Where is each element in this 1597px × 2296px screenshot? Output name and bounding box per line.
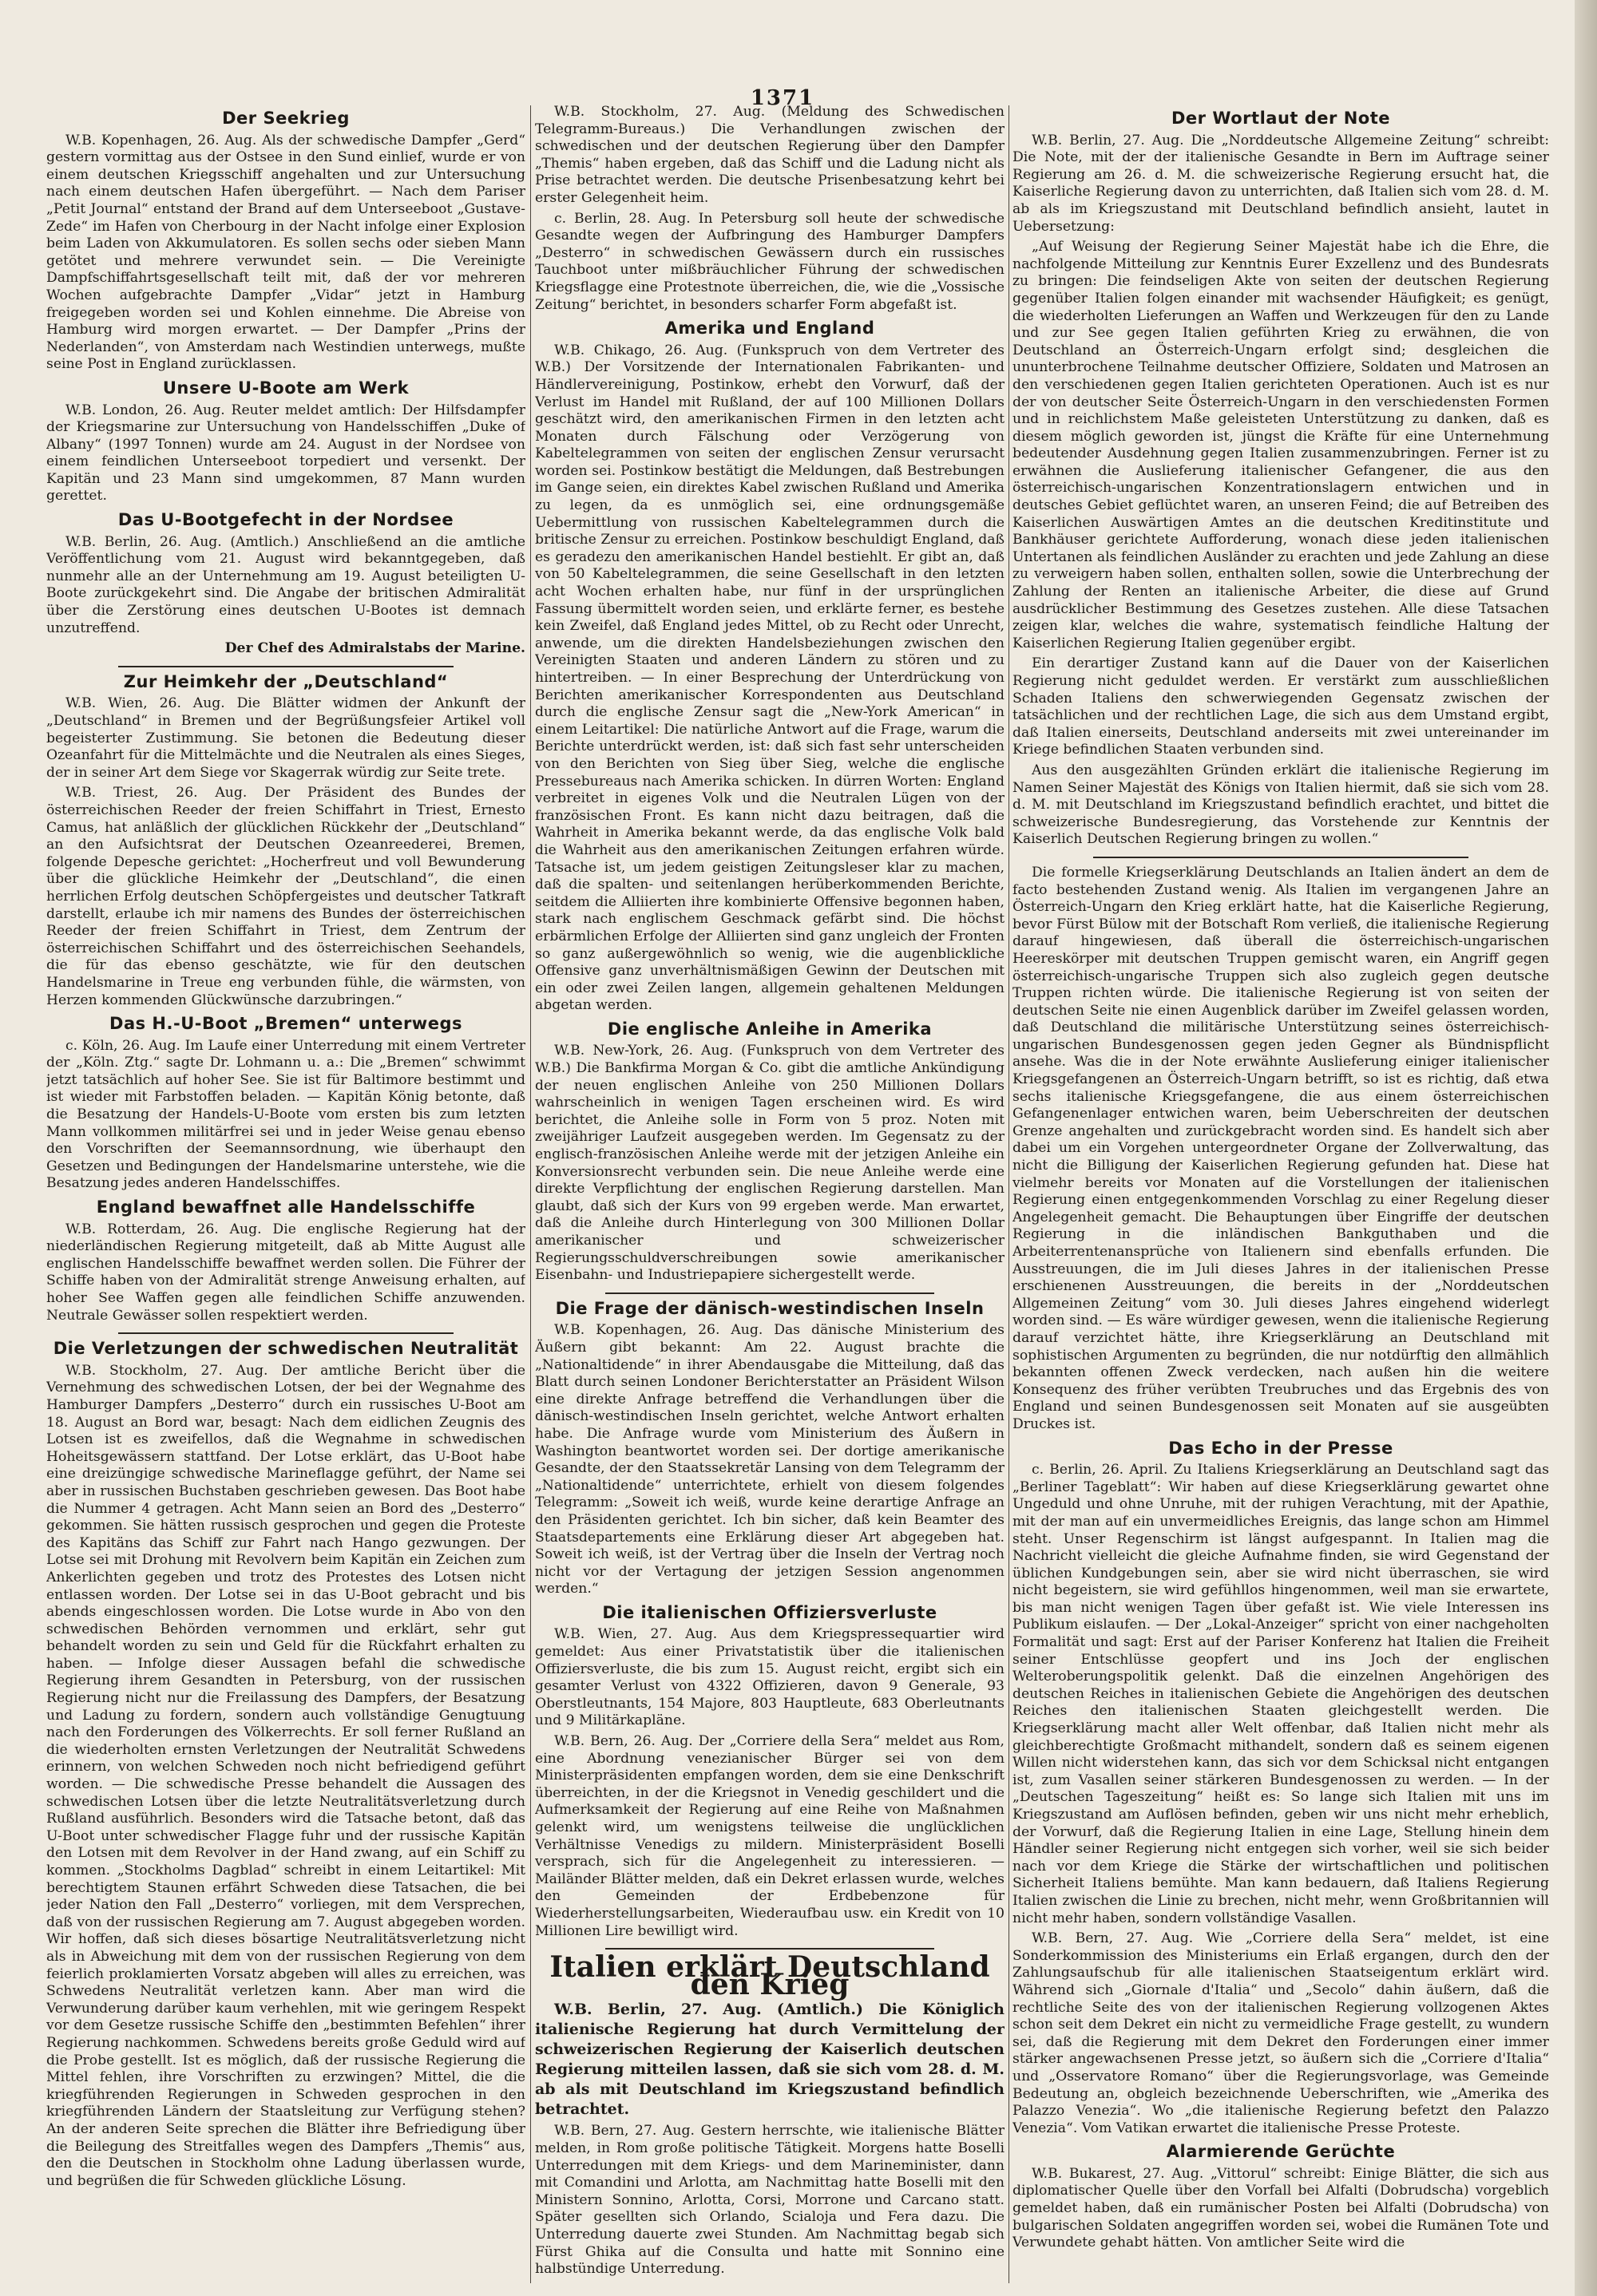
article-headline: Unsere U-Boote am Werk	[162, 378, 410, 398]
article-paragraph: W.B. Berlin, 26. Aug. (Amtlich.) Anschließend an die amtliche Veröffentlichung vom 21. August wird bekanntgegeben, daß nunmehr alle an der Unternehmung am 19. August beteiligten U-Boote zurückgekehrt sind. Die Angabe der britischen Admiralität über die Zerstörung eines deutschen U-Bootes ist demnach unzutreffend.	[46, 533, 525, 636]
section-divider	[605, 1948, 934, 1950]
article-paragraph: Aus den ausgezählten Gründen erklärt die italienische Regierung im Namen Seiner Majestät des Königs von Italien hiermit, daß sie sich vom 28. d. M. mit Deutschland im Kriegszustand befindlich erachtet, und bittet die schweizerische Bundesregierung, das Vorstehende zur Kenntnis der Kaiserlich Deutschen Regierung bringen zu wollen.“	[1012, 762, 1549, 848]
section-divider	[118, 666, 454, 667]
article-headline: Zur Heimkehr der „Deutschland“	[123, 671, 449, 691]
article-paragraph: W.B. Kopenhagen, 26. Aug. Als der schwedische Dampfer „Gerd“ gestern vormittag aus der Ostsee in den Sund einlief, wurde er von einem deutschen Kriegsschiff angehalten und zur Untersuchung nach einem deutschen Hafen übergeführt. — Nach dem Pariser „Petit Journal“ entstand der Brand auf dem Unterseeboot „Gustave-Zede“ im Hafen von Cherbourg in der Nacht infolge einer Explosion beim Laden von Akkumulatoren. Es sollen sechs oder sieben Mann getötet und mehrere verwundet sein. — Die Vereinigte Dampfschiffahrtsgesellschaft teilt mit, daß der vor mehreren Wochen aufgebrachte Dampfer „Vidar“ jetzt in Hamburg freigegeben worden sei und Kohlen einnehme. Die Abreise von Hamburg wird morgen erwartet. — Der Dampfer „Prins der Nederlanden“, von Amsterdam nach Westindien unterwegs, mußte seine Post in England zurücklassen.	[46, 132, 525, 373]
article-paragraph: W.B. Stockholm, 27. Aug. (Meldung des Schwedischen Telegramm-Bureaus.) Die Verhandlungen zwischen der schwedischen und der deutschen Regierung über den Dampfer „Themis“ haben ergeben, daß das Schiff und die Ladung nicht als Prise betrachtet werden. Die deutsche Prisenbesatzung kehrt bei erster Gelegenheit heim.	[535, 104, 1005, 206]
article-headline: England bewaffnet alle Handelsschiffe	[96, 1197, 476, 1217]
page-gutter	[1575, 0, 1597, 2296]
article-headline: Amerika und England	[664, 319, 875, 338]
article-headline: Die Verletzungen der schwedischen Neutralität	[53, 1339, 519, 1359]
article-paragraph: W.B. Berlin, 27. Aug. (Amtlich.) Die Königlich italienische Regierung hat durch Vermittelung der schweizerischen Regierung der Kaiserlich deutschen Regierung mitteilen lassen, daß sie sich vom 28. d. M. ab als mit Deutschland im Kriegszustand befindlich betrachtet.	[535, 2001, 1005, 2119]
article-paragraph: W.B. Bern, 26. Aug. Der „Corriere della Sera“ meldet aus Rom, eine Abordnung venezianischer Bürger sei von dem Ministerpräsidenten empfangen worden, dem sie eine Denkschrift überreichten, in der die Kriegsnot in Venedig geschildert und die Aufmerksamkeit der Regierung auf eine Reihe von Maßnahmen gelenkt wird, um wenigstens teilweise die unglücklichen Verhältnisse Venedigs zu mildern. Ministerpräsident Boselli versprach, sich für die Angelegenheit zu interessieren. — Mailänder Blätter melden, daß ein Dekret erlassen wurde, welches den Gemeinden der Erdbebenzone für Wiederherstellungsarbeiten, Wiederaufbau usw. ein Kredit von 10 Millionen Lire bewilligt wird.	[535, 1733, 1005, 1939]
article-paragraph: „Auf Weisung der Regierung Seiner Majestät habe ich die Ehre, die nachfolgende Mitteilung zur Kenntnis Eurer Exzellenz und des Bundesrats zu bringen: Die feindseligen Akte von seiten der deutschen Regierung gegenüber Italien folgen einander mit wachsender Häufigkeit; es genügt, die wiederholten Lieferungen an Waffen und Werkzeugen für den zu Lande und zur See gegen Italien geführten Krieg zu erwähnen, die von Deutschland an Österreich-Ungarn erfolgt sind; desgleichen die ununterbrochene Teilnahme deutscher Offiziere, Soldaten und Matrosen an den verschiedenen gegen Italien gerichteten Operationen. Auch ist es nur der von deutscher Seite Österreich-Ungarn in den verschiedensten Formen und in reichlichstem Maße geleisteten Unterstützung zu danken, daß es diesem möglich geworden ist, jüngst die Kräfte für eine Unternehmung bedeutender Ausdehnung gegen Italien zusammenzubringen. Ferner ist zu erwähnen die Auslieferung italienischer Gefangener, die aus den österreichisch-ungarischen Konzentrationslagern entwichen und in deutsches Gebiet geflüchtet waren, an unseren Feind; die auf Betreiben des Kaiserlichen Auswärtigen Amtes an die deutschen Kreditinstitute und Bankhäuser gerichtete Aufforderung, wonach diese jeden italienischen Untertanen als feindlichen Ausländer zu erachten und jede Zahlung an diese zu verweigern haben sollen, enthalten sollen, sowie die Unterbrechung der Zahlung der Renten an italienische Arbeiter, die diese auf Grund ausdrücklicher Bestimmung des Gesetzes zustehen. Alle diese Tatsachen zeigen klar, welches die wahre, systematisch feindliche Haltung der Kaiserlichen Regierung Italien gegenüber ergibt.	[1012, 239, 1549, 651]
article-headline: Die italienischen Offiziersverluste	[602, 1602, 937, 1622]
article-paragraph: W.B. Wien, 26. Aug. Die Blätter widmen der Ankunft der „Deutschland“ in Bremen und der Begrüßungsfeier Artikel voll begeisterter Zustimmung. Sie betonen die Bedeutung dieser Ozeanfahrt für die Mittelmächte und die Neutralen als eines Sieges, der in seiner Art dem Siege vor Skagerrak würdig zur Seite trete.	[46, 695, 525, 781]
article-headline: Italien erklärt Deutschland den Krieg	[549, 1950, 990, 2001]
section-divider	[605, 1292, 934, 1294]
article-paragraph: W.B. Rotterdam, 26. Aug. Die englische Regierung hat der niederländischen Regierung mitgeteilt, daß ab Mitte August alle englischen Handelsschiffe bewaffnet werden sollen. Die Führer der Schiffe haben von der Admiralität strenge Anweisung erhalten, auf hoher See Waffen gegen alle feindlichen Schiffe anzuwenden. Neutrale Gewässer sollen respektiert werden.	[46, 1221, 525, 1324]
article-paragraph: W.B. London, 26. Aug. Reuter meldet amtlich: Der Hilfsdampfer der Kriegsmarine zur Untersuchung von Handelsschiffen „Duke of Albany“ (1997 Tonnen) wurde am 24. August in der Nordsee von einem feindlichen Unterseeboot torpediert und versenkt. Der Kapitän und 23 Mann sind umgekommen, 87 Mann wurden gerettet.	[46, 402, 525, 505]
article-headline: Die Frage der dänisch-westindischen Inseln	[555, 1298, 985, 1318]
article-paragraph: W.B. Bern, 27. Aug. Wie „Corriere della Sera“ meldet, ist eine Sonderkommission des Ministeriums ein Erlaß ergangen, durch den der Zahlungsaufschub für alle italienischen Staatseigentum erklärt wird. Während sich „Giornale d'Italia“ und „Secolo“ dahin äußern, daß die rechtliche Seite des von der italienischen Regierung vollzogenen Aktes schon seit dem Dekret ein nicht zu vermeidliche Frage gestellt, zu wundern sei, daß die Regierung mit dem Dekret den Forderungen einer immer stärker angewachsenen Presse jetzt, so äußern sich die „Corriere d'Italia“ und „Osservatore Romano“ über die Regierungsvorlage, was Gemeinde Bedeutung an, obgleich bezeichnende Ueberschriften, wie „Amerika des Palazzo Venezia“. Wo „die italienische Regierung befetzt den Palazzo Venezia“. Vom Vatikan erwartet die italienische Presse Proteste.	[1012, 1930, 1549, 2136]
article-paragraph: W.B. Triest, 26. Aug. Der Präsident des Bundes der österreichischen Reeder der freien Schiffahrt in Triest, Ernesto Camus, hat anläßlich der glücklichen Rückkehr der „Deutschland“ an den Aufsichtsrat der Deutschen Ozeanreederei, Bremen, folgende Depesche gerichtet: „Hocherfreut und voll Bewunderung über die glückliche Heimkehr der „Deutschland“, die einen herrlichen Erfolg deutschen Schöpfergeistes und deutscher Tatkraft darstellt, erlaube ich mir namens des Bundes der österreichischen Reeder der freien Schiffahrt in Triest, dem Zentrum der österreichischen Schiffahrt und des österreichischen Seehandels, die für das ebenso geschätzte, wie für den deutschen Handelsmarine in Treue eng verbunden fühle, die wärmsten, von Herzen kommenden Glückwünsche darzubringen.“	[46, 785, 525, 1008]
article-signature: Der Chef des Admiralstabs der Marine.	[224, 640, 525, 657]
section-divider	[118, 1332, 454, 1334]
article-paragraph: c. Berlin, 28. Aug. In Petersburg soll heute der schwedische Gesandte wegen der Aufbringung des Hamburger Dampfers „Desterro“ in schwedischen Gewässern durch ein russisches Tauchboot unter mißbräuchlicher Führung der schwedischen Kriegsflagge eine Protestnote überreichen, die, wie die „Vossische Zeitung“ berichtet, in besonders scharfer Form abgefaßt ist.	[535, 210, 1005, 313]
article-headline: Die englische Anleihe in Amerika	[607, 1019, 933, 1039]
section-divider	[1093, 857, 1468, 858]
article-paragraph: c. Köln, 26. Aug. Im Laufe einer Unterredung mit einem Vertreter der „Köln. Ztg.“ sagte Dr. Lohmann u. a.: Die „Bremen“ schwimmt jetzt tatsächlich auf hoher See. Sie ist für Baltimore bestimmt und ist wieder mit Farbstoffen beladen. — Kapitän König betonte, daß die Besatzung der Handels-U-Boote vom ersten bis zum letzten Mann vollkommen militärfrei sei und in jeder Weise genau ebenso den Vorschriften der Seemannsordnung, wie überhaupt den Gesetzen und Bedingungen der Handelsmarine unterstehe, wie die Besatzung jedes anderen Handelsschiffes.	[46, 1037, 525, 1192]
article-headline: Das U-Bootgefecht in der Nordsee	[117, 510, 454, 530]
column-left	[46, 104, 525, 2283]
article-headline: Das H.-U-Boot „Bremen“ unterwegs	[109, 1014, 462, 1034]
article-paragraph: W.B. Bern, 27. Aug. Gestern herrschte, wie italienische Blätter melden, in Rom große politische Tätigkeit. Morgens hatte Boselli Unterredungen mit dem Kriegs- und dem Marineminister, dann mit Comandini und Arlotta, am Nachmittag hatte Boselli mit den Ministern Sonnino, Arlotta, Corsi, Morrone und Carcano statt. Später gesellten sich Orlando, Scialoja und Fera dazu. Die Unterredung dauerte zwei Stunden. Am Nachmittag begab sich Fürst Ghika auf die Consulta und hatte mit Sonnino eine halbstündige Unterredung.	[535, 2123, 1005, 2278]
article-paragraph: W.B. New-York, 26. Aug. (Funkspruch von dem Vertreter des W.B.) Die Bankfirma Morgan & Co. gibt die amtliche Ankündigung der neuen englischen Anleihe von 250 Millionen Dollars wahrscheinlich in wenigen Tagen erscheinen wird. Es wird berichtet, die Anleihe solle in Form von 5 proz. Noten mit zweijähriger Laufzeit ausgegeben werden. Im Gegensatz zu der englisch-französischen Anleihe werde mit der jetzigen Anleihe ein Konversionsrecht verbunden sein. Die neue Anleihe werde eine direkte Verpflichtung der englischen Regierung darstellen. Man glaubt, daß sich der Kurs von 99 ergeben werde. Man erwartet, daß die Anleihe durch Hinterlegung von 300 Millionen Dollar amerikanischer und schweizerischer Regierungsschuldverschreibungen sowie amerikanischer Eisenbahn- und Industriepapiere sichergestellt werde.	[535, 1043, 1005, 1284]
article-paragraph: Die formelle Kriegserklärung Deutschlands an Italien ändert an dem de facto bestehenden Zustand wenig. Als Italien im vergangenen Jahre an Österreich-Ungarn den Krieg erklärt hatte, hat die Kaiserliche Regierung, bevor Fürst Bülow mit der Botschaft Rom verließ, die italienische Regierung darauf hingewiesen, daß überall die österreichisch-ungarischen Heereskörper mit deutschen Truppen gemischt waren, ein Angriff gegen österreichisch-ungarische Truppen sich also zugleich gegen deutsche Truppen richten würde. Die italienische Regierung ist von seiten der deutschen Seite nie einen Augenblick darüber im Zweifel gelassen worden, daß Deutschland die militärische Unterstützung seines österreichisch-ungarischen Bundesgenossen gegen jeden Gegner als Bündnispflicht ansehe. Was die in der Note erwähnte Auslieferung einiger italienischer Kriegsgefangenen an Österreich-Ungarn betrifft, so ist es richtig, daß etwa sechs italienische Kriegsgefangene, die aus einem österreichischen Gefangenenlager entwichen waren, beim Ueberschreiten der deutschen Grenze angehalten und zurückgebracht worden sind. Es handelt sich aber dabei um ein Vorgehen untergeordneter Organe der Zollverwaltung, das nicht die Billigung der Kaiserlichen Regierung gefunden hat. Diese hat vielmehr bereits vor Monaten auf die Vorstellungen der italienischen Regierung einen entgegenkommenden Vorschlag zu einer Regelung dieser Angelegenheit gemacht. Die Behauptungen über Eingriffe der deutschen Regierung in die inländischen Bankguthaben und die Arbeiterrentenansprüche von Italienern sind ebenfalls erfunden. Die Ausstreuungen, die im Juli dieses Jahres in der italienischen Presse erschienenen Ausstreuungen, die bereits in der „Norddeutschen Allgemeinen Zeitung“ vom 30. Juli dieses Jahres eingehend widerlegt worden sind. — Es wäre würdiger gewesen, wenn die italienische Regierung darauf verzichtet hätte, ihre Kriegserklärung an Deutschland mit sophistischen Argumenten zu begründen, die nur notdürftig den allmählich bekannten offenen Zweck verdecken, nach außen hin die weitere Konsequenz des früher verübten Treubruches und das Ergebnis des von England und seinen Bundesgenossen seit Monaten auf sie ausgeübten Druckes ist.	[1012, 864, 1549, 1432]
column-right	[1012, 104, 1549, 2283]
column-middle	[535, 104, 1005, 2283]
article-paragraph: W.B. Chikago, 26. Aug. (Funkspruch von dem Vertreter des W.B.) Der Vorsitzende der Internationalen Fabrikanten- und Händlervereinigung, Postinkow, erhebt den Vorwurf, daß der Verlust im Handel mit Rußland, der auf 100 Millionen Dollars geschätzt wird, den amerikanischen Firmen in den letzten acht Monaten durch Fälschung oder Verzögerung von Kabeltelegrammen von seiten der englischen Zensur verursacht worden sei. Postinkow bestätigt die Meldungen, daß Bestrebungen im Gange seien, ein direktes Kabel zwischen Rußland und Amerika zu legen, da es unmöglich sei, eine ordnungsgemäße Uebermittlung von russischen Kabeltelegrammen durch die britische Zensur zu erreichen. Postinkow beschuldigt England, daß es geradezu den amerikanischen Handel bestiehlt. Er gibt an, daß von 50 Kabeltelegrammen, die seine Gesellschaft in den letzten acht Wochen erhalten habe, nur fünf in der ursprünglichen Fassung übermittelt worden seien, und erklärte ferner, es bestehe kein Zweifel, daß England jedes Mittel, ob zu Recht oder Unrecht, anwende, um die direkten Handelsbeziehungen zwischen den Vereinigten Staaten und anderen Ländern zu stören und zu hintertreiben. — In einer Besprechung der Unterdrückung von Berichten amerikanischer Korrespondenten aus Deutschland durch die englische Zensur sagt die „New-York American“ in einem Leitartikel: Die natürliche Antwort auf die Frage, warum die Berichte unterdrückt werden, ist: daß sich fast sehr unterscheiden von den Berichten von Sieg über Sieg, welche die englische Pressebureaus nach Amerika schicken. In dürren Worten: England verbreitet in eigenes Volk und die Neutralen Lügen von der französischen Front. Es kann nicht dazu beitragen, daß die Wahrheit in Amerika bekannt werde, da das englische Volk bald die Wahrheit aus den amerikanischen Zeitungen erfahren würde. Tatsache ist, um jedem geistigen Zeitungsleser klar zu machen, daß die spalten- und seitenlangen herüberkommenden Berichte, seitdem die Alliierten ihre kombinierte Offensive begonnen haben, stark nach englischem Geschmack gefärbt sind. Die höchst erbärmlichen Erfolge der Alliierten sind ganz ungleich der Fronten so ganz außergewöhnlich so wenig, wie die augenblickliche Offensive ganz unverhältnismäßigen Gewinn der Deutschen mit ein oder zwei Zeilen langen, allgemein gehaltenen Meldungen abgetan werden.	[535, 342, 1005, 1014]
column-rule-left	[530, 105, 531, 2283]
article-paragraph: c. Berlin, 26. April. Zu Italiens Kriegserklärung an Deutschland sagt das „Berliner Tageblatt“: Wir haben auf diese Kriegserklärung gewartet ohne Ungeduld und ohne Unruhe, mit der ruhigen Verachtung, mit der Apathie, mit der man auf ein unvermeidliches Ereignis, das lange schon am Himmel steht. Unser Regenschirm ist längst aufgespannt. In Italien mag die Nachricht vielleicht die gleiche Aufnahme finden, sie wird Gegenstand der üblichen Kundgebungen sein, aber sie wird nicht überraschen, sie wird nicht begeistern, sie wird gefühllos hingenommen, weil man sie erwartete, bis man nicht wenigen Tagen über gefaßt ist. Wie viele Interessen ins Publikum eislaufen. — Der „Lokal-Anzeiger“ spricht von einer nachgeholten Formalität und sagt: Erst auf der Pariser Konferenz hat Italien die Freiheit seiner Entschlüsse geopfert und ins Joch der englischen Welteroberungspolitik gelenkt. Daß die einzelnen Angehörigen des deutschen Reiches in italienischen Gebiete die Angehörigen des deutschen Reiches den italienischen Staaten gleichgestellt werden. Die Kriegserklärung macht aller Welt offenbar, daß Italien nicht mehr als gleichberechtigte Großmacht mithandelt, sondern daß es seinem eigenen Willen nicht widerstehen kann, das sich vor dem Schicksal nicht entgangen ist, zum Vasallen seiner stärkeren Bundesgenossen zu werden. — In der „Deutschen Tageszeitung“ heißt es: So lange sich Italien mit uns im Kriegszustand am Auflösen befinden, geben wir uns nicht mehr erheblich, der Vorwurf, daß die Regierung Italien in eine Lage, Stellung hinein dem Händler seiner Regierung nicht entgegen sich vorher, weil sie sich beider nach vor dem Kriege die Stärke der wirtschaftlichen und politischen Sicherheit Italiens bemühte. Man kann bedauern, daß Italiens Regierung Italien zwischen die Linie zu brechen, nicht mehr, wenn Großbritannien will nicht mehr haben, sondern vollständige Vasallen.	[1012, 1462, 1549, 1926]
article-headline: Das Echo in der Presse	[1168, 1438, 1393, 1458]
article-headline: Der Wortlaut der Note	[1171, 109, 1390, 128]
article-headline: Der Seekrieg	[222, 109, 350, 128]
article-paragraph: W.B. Stockholm, 27. Aug. Der amtliche Bericht über die Vernehmung des schwedischen Lotsen, der bei der Wegnahme des Hamburger Dampfers „Desterro“ durch ein russisches U-Boot am 18. August an Bord war, besagt: Nach dem eidlichen Zeugnis des Lotsen ist es zweifellos, daß die Wegnahme in schwedischen Hoheitsgewässern stattfand. Der Lotse erklärt, das U-Boot habe eine dreizüngige schwedische Marineflagge geführt, der Name sei aber in russischen Buchstaben geschrieben gewesen. Das Boot habe die Nummer 4 getragen. Acht Mann seien an Bord des „Desterro“ gekommen. Sie hätten russisch gesprochen und gegen die Proteste des Kapitäns das Schiff zur Fahrt nach Hango gezwungen. Der Lotse sei mit Drohung mit Revolvern beim Kapitän ein Zeichen zum Ankerlichten gegeben und trotz des Protestes des Lotsen nicht entlassen worden. Der Lotse sei in das U-Boot gebracht und bis abends eingeschlossen worden. Die Lotse wurde in Abo von den schwedischen Behörden vernommen und erklärt, sehr gut behandelt worden zu sein und Geld für die Rückfahrt erhalten zu haben. — Infolge dieser Aussagen befahl die schwedische Regierung ihrem Gesandten in Petersburg, von der russischen Regierung nicht nur die Freilassung des Dampfers, der Besatzung und Ladung zu fordern, sondern auch vollständige Genugtuung nach den Forderungen des Völkerrechts. Er soll ferner Rußland an die wiederholten ernsten Verletzungen der Neutralität Schwedens erinnern, von welchen Schweden noch nicht befriedigend geführt worden. — Die schwedische Presse behandelt die Aussagen des schwedischen Lotsen über die letzte Neutralitätsverletzung durch Rußland ausführlich. Besonders wird die Tatsache betont, daß das U-Boot unter schwedischer Flagge fuhr und der russische Kapitän den Lotsen mit dem Revolver in der Hand zwang, auf ein Schiff zu kommen. „Stockholms Dagblad“ schreibt in einem Leitartikel: Mit berechtigtem Staunen erfährt Schweden diese Tatsachen, die bei jeder Nation den Fall „Desterro“ vorliegen, mit dem Versprechen, daß von der russischen Regierung am 7. August abgegeben worden. Wir hoffen, daß sich dieses bösartige Neutralitätsverletzung nicht als in Abweichung mit dem von der russischen Regierung von dem feierlich proklamierten Vorsatz abgeben will alles zu erreichen, was Schwedens Neutralität verletzen kann. Aber man wird die Verwunderung darüber kaum verhehlen, mit wie geringem Respekt vor dem Gesetze russische Schiffe den „bestimmten Befehlen“ ihrer Regierung nachkommen. Schwedens bereits große Geduld wird auf die Probe gestellt. Ist es möglich, daß der russische Regierung die Mittel fehlen, ihre Vorschriften zu erzwingen? Mittel, die die kriegführenden Regierungen in Schweden gesprochen in den kriegführenden Ländern der Staatsleitung zur Verfügung stehen? An der anderen Seite sprechen die Blätter ihre Befriedigung über die Beilegung des Streitfalles wegen des Dampfers „Themis“ aus, den die Deutschen in Stockholm ohne Ladung überlassen wurde, und begrüßen die für Schweden glückliche Lösung.	[46, 1362, 525, 2189]
article-paragraph: W.B. Bukarest, 27. Aug. „Vittorul“ schreibt: Einige Blätter, die sich aus diplomatischer Quelle über den Vorfall bei Alfalti (Dobrudscha) vorgeblich gemeldet haben, daß ein rumänischer Posten bei Alfalti (Dobrudscha) von bulgarischen Soldaten angegriffen worden sei, wobei die Rumänen Tote und Verwundete gehabt hätten. Von amtlicher Seite wird die	[1012, 2165, 1549, 2251]
article-paragraph: W.B. Kopenhagen, 26. Aug. Das dänische Ministerium des Äußern gibt bekannt: Am 22. August brachte die „Nationaltidende“ in ihrer Abendausgabe die Mitteilung, daß das Blatt durch seinen Londoner Berichterstatter an Präsident Wilson eine direkte Anfrage betreffend die Verhandlungen über die dänisch-westindischen Inseln gerichtet, welche Antwort erhalten habe. Die Anfrage wurde vom Ministerium des Äußern in Washington beantwortet worden sei. Der dortige amerikanische Gesandte, der den Staatssekretär Lansing von dem Telegramm der „Nationaltidende“ unterrichtete, erhielt von diesem folgendes Telegramm: „Soweit ich weiß, wurde keine derartige Anfrage an den Präsidenten gerichtet. Ich bin sicher, daß kein Beamter des Staatsdepartements eine Erklärung dieser Art abgegeben hat. Soweit ich weiß, ist der Vertrag über die Inseln der Vertrag noch nicht vor der Vertagung der jetzigen Session angenommen werden.“	[535, 1322, 1005, 1597]
article-paragraph: Ein derartiger Zustand kann auf die Dauer von der Kaiserlichen Regierung nicht geduldet werden. Er verstärkt zum ausschließlichen Schaden Italiens den schwerwiegenden Gegensatz zwischen der tatsächlichen und der rechtlichen Lage, die sich aus dem Umstand ergibt, daß Italien einerseits, Deutschland anderseits mit zwei untereinander im Kriege befindlichen Staaten verbunden sind.	[1012, 655, 1549, 758]
article-headline: Alarmierende Gerüchte	[1166, 2142, 1396, 2162]
page-number: 1371	[750, 86, 815, 110]
article-paragraph: W.B. Berlin, 27. Aug. Die „Norddeutsche Allgemeine Zeitung“ schreibt: Die Note, mit der der italienische Gesandte in Bern im Auftrage seiner Regierung am 26. d. M. die schweizerische Regierung ersucht hat, die Kaiserliche Regierung davon zu unterrichten, daß Italien sich vom 28. d. M. ab als im Kriegszustand mit Deutschland befindlich ansieht, lautet in Uebersetzung:	[1012, 132, 1549, 235]
article-paragraph: W.B. Wien, 27. Aug. Aus dem Kriegspressequartier wird gemeldet: Aus einer Privatstatistik über die italienischen Offiziersverluste, die bis zum 15. August reicht, ergibt sich ein gesamter Verlust von 4322 Offizieren, davon 9 Generale, 93 Oberstleutnants, 154 Majore, 803 Hauptleute, 683 Oberleutnants und 9 Militärkapläne.	[535, 1626, 1005, 1729]
